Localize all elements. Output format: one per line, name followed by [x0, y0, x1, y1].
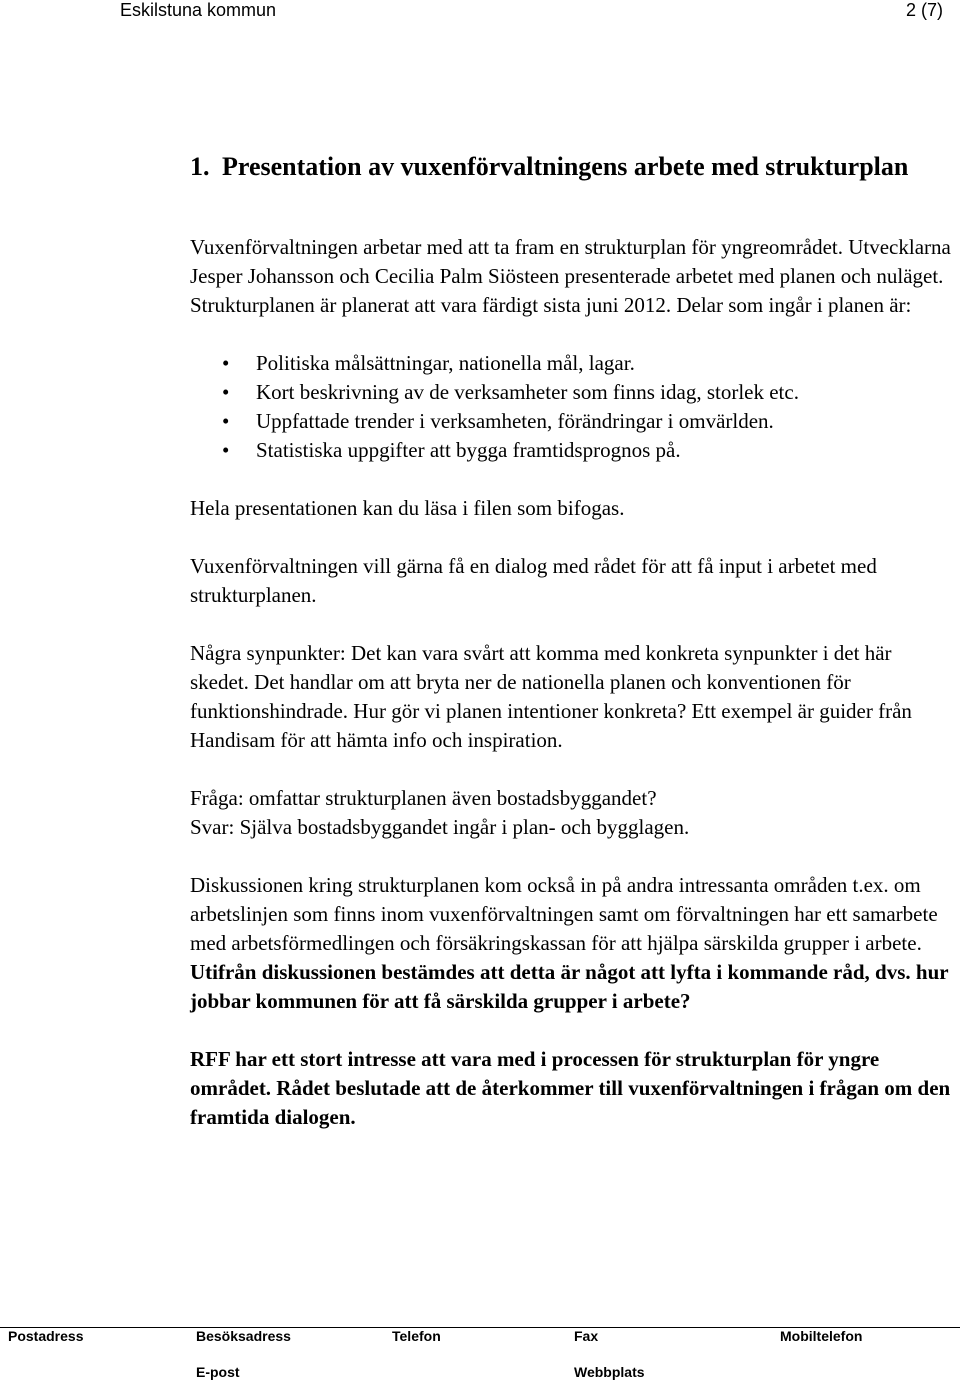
discussion-text: Diskussionen kring strukturplanen kom också in på andra intressanta områden t.ex. om arbetslinjen som finns inom vuxenförvaltningen samt om förvaltningen har ett samarbete med arbetsförmedlingen och försäkringskassan för att hjälpa särskilda grupper i arbete.: [190, 873, 938, 955]
footer-besoksadress: Besöksadress: [196, 1328, 291, 1344]
synpunkter-paragraph: Några synpunkter: Det kan vara svårt att komma med konkreta synpunkter i det här skedet. Det handlar om att bryta ner de nationella planen och konventionen för funktionshindrade. Hur gör vi planen intentioner konkreta? Ett exempel är guider från Handisam för att hämta info och inspiration.: [190, 641, 912, 752]
list-item: • Politiska målsättningar, nationella mål, lagar.: [190, 349, 955, 378]
bullet-icon: •: [222, 409, 230, 433]
presentation-paragraph: Hela presentationen kan du läsa i filen som bifogas.: [190, 496, 625, 520]
page-header: [0, 0, 960, 24]
footer-postadress: Postadress: [8, 1328, 84, 1344]
bullet-icon: •: [222, 380, 230, 404]
document-body: [190, 150, 955, 1132]
parts-list: [190, 349, 955, 465]
footer-epost: E-post: [196, 1364, 240, 1380]
footer-telefon: Telefon: [392, 1328, 441, 1344]
discussion-paragraph: [190, 871, 955, 1016]
list-item: • Uppfattade trender i verksamheten, förändringar i omvärlden.: [190, 407, 955, 436]
bullet-icon: •: [222, 351, 230, 375]
footer-fax: Fax: [574, 1328, 599, 1344]
intro-paragraph: Vuxenförvaltningen arbetar med att ta fram en strukturplan för yngreområdet. Utvecklarna Jesper Johansson och Cecilia Palm Siösteen presenterade arbetet med planen och nuläget. Strukturplanen är planerat att vara färdigt sista juni 2012. Delar som ingår i planen är:: [190, 235, 951, 317]
section-title: Presentation av vuxenförvaltningens arbete med strukturplan: [222, 152, 909, 181]
answer-line: Svar: Själva bostadsbyggandet ingår i plan- och bygglagen.: [190, 815, 690, 839]
discussion-decision: Utifrån diskussionen bestämdes att detta är något att lyfta i kommande råd, dvs. hur jobbar kommunen för att få särskilda grupper i arbete?: [190, 960, 949, 1013]
organization-name: Eskilstuna kommun: [120, 0, 277, 20]
question-line: Fråga: omfattar strukturplanen även bostadsbyggandet?: [190, 786, 657, 810]
list-item: • Kort beskrivning av de verksamheter som finns idag, storlek etc.: [190, 378, 955, 407]
section-heading: [190, 150, 955, 183]
rff-paragraph: RFF har ett stort intresse att vara med i processen för strukturplan för yngre området. Rådet beslutade att de återkommer till vuxenförvaltningen i frågan om den framtida dialogen.: [190, 1047, 951, 1129]
list-item: • Statistiska uppgifter att bygga framtidsprognos på.: [190, 436, 955, 465]
footer-mobiltelefon: Mobiltelefon: [780, 1328, 863, 1344]
bullet-icon: •: [222, 438, 230, 462]
section-number: 1.: [190, 152, 210, 181]
dialog-paragraph: Vuxenförvaltningen vill gärna få en dialog med rådet för att få input i arbetet med strukturplanen.: [190, 554, 877, 607]
page-number: 2 (7): [906, 0, 944, 20]
footer-webbplats: Webbplats: [574, 1364, 645, 1380]
